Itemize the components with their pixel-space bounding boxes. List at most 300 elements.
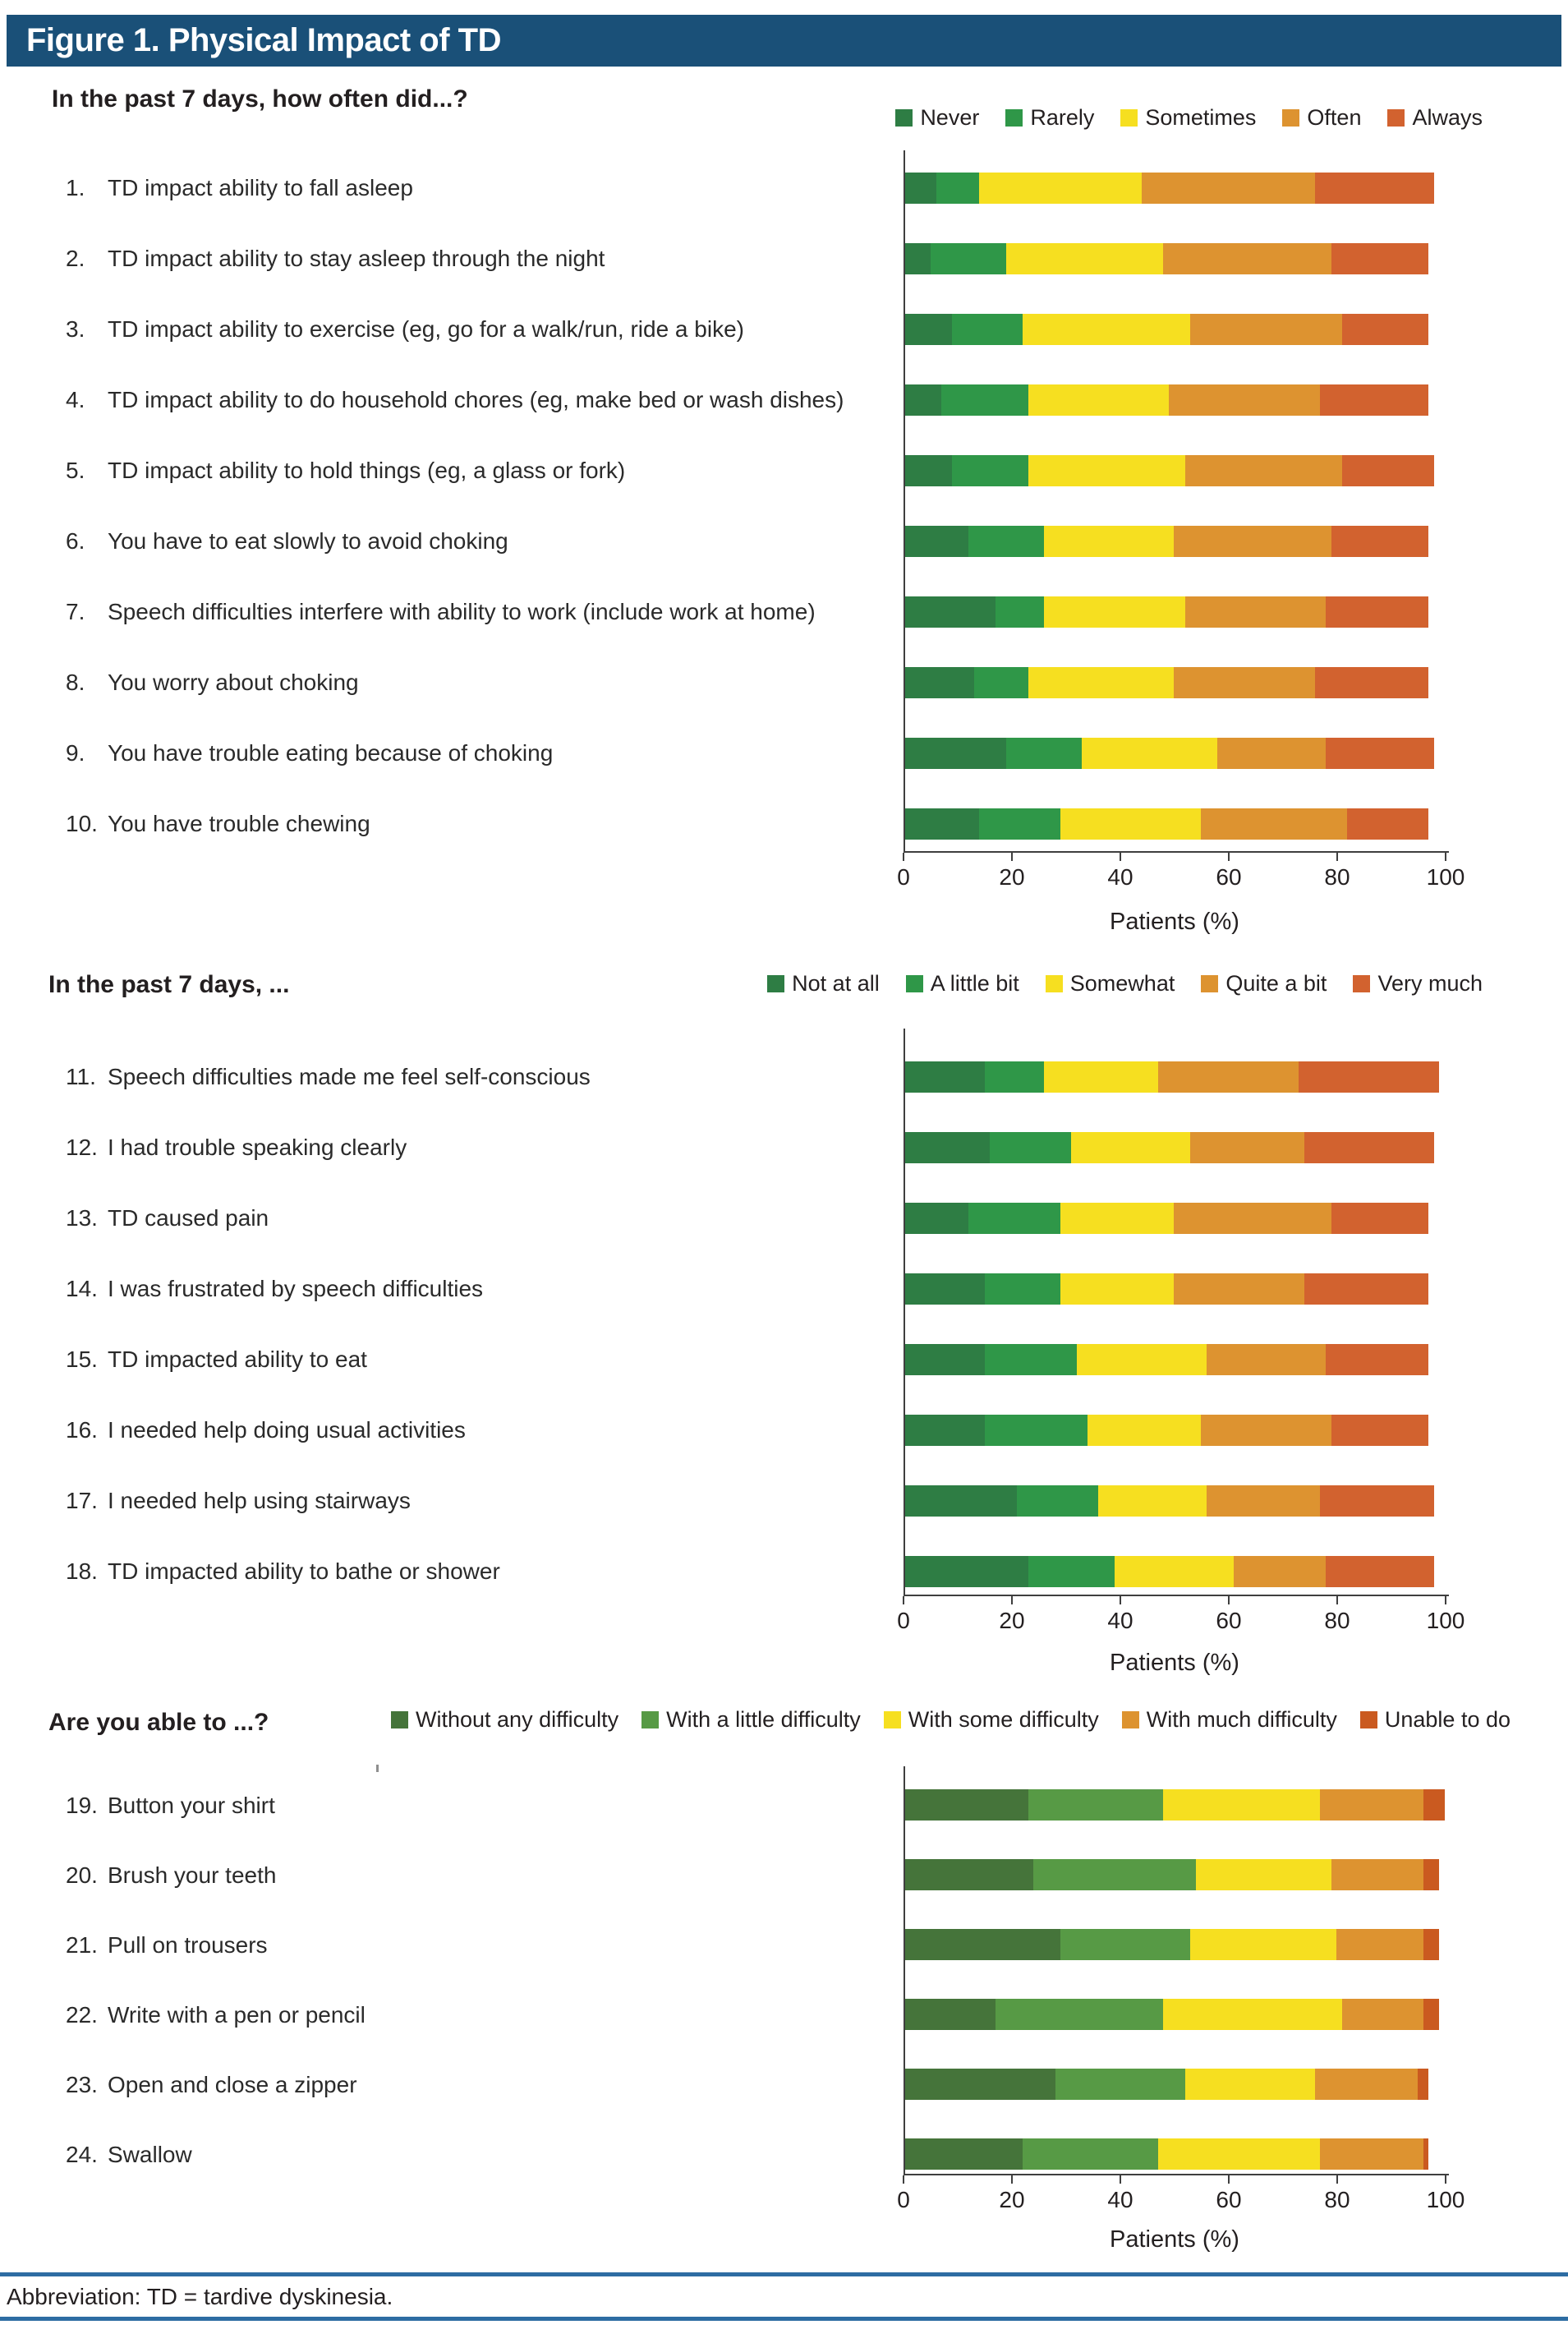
- chart-row: [0, 153, 1568, 223]
- bar-segment-with-a-little-difficulty: [996, 1999, 1163, 2030]
- bar-segment-with-a-little-difficulty: [1060, 1929, 1190, 1960]
- bar-segment-quite-a-bit: [1207, 1344, 1326, 1375]
- bar-track: [904, 2138, 1445, 2170]
- axis-tick: [1228, 2175, 1230, 2184]
- row-text: You have to eat slowly to avoid choking: [108, 528, 508, 554]
- bar-segment-quite-a-bit: [1234, 1556, 1326, 1587]
- bar-segment-with-some-difficulty: [1196, 1859, 1331, 1890]
- legend-item: [1122, 1707, 1337, 1733]
- row-label: [0, 365, 904, 435]
- x-axis-title: Patients (%): [1110, 2226, 1239, 2253]
- x-axis-title: Patients (%): [1110, 909, 1239, 935]
- bar-segment-a-little-bit: [985, 1061, 1044, 1093]
- bar-segment-always: [1342, 314, 1428, 345]
- bar-segment-often: [1217, 738, 1326, 769]
- chart-row: [0, 1466, 1568, 1536]
- legend-swatch-icon: [1282, 109, 1299, 127]
- row-text: Brush your teeth: [108, 1862, 277, 1888]
- bar-segment-never: [904, 667, 974, 698]
- legend-label: Rarely: [1030, 105, 1095, 130]
- axis-tick-label: 40: [1107, 2187, 1133, 2212]
- bar-segment-very-much: [1331, 1203, 1429, 1234]
- legend-label: Sometimes: [1145, 105, 1257, 130]
- bar-track: [904, 596, 1445, 628]
- axis-tick: [1011, 853, 1013, 861]
- bar-segment-rarely: [979, 808, 1060, 840]
- legend-swatch-icon: [391, 1711, 408, 1728]
- chart-row: [0, 294, 1568, 365]
- row-label: [0, 2050, 904, 2120]
- bar-track: [904, 526, 1445, 557]
- bar-segment-with-some-difficulty: [1163, 1789, 1320, 1821]
- bar-segment-with-some-difficulty: [1163, 1999, 1341, 2030]
- bar-segment-without-any-difficulty: [904, 2138, 1023, 2170]
- bar-segment-never: [904, 738, 1006, 769]
- bar-segment-often: [1174, 526, 1331, 557]
- bar-segment-never: [904, 526, 968, 557]
- bar-segment-very-much: [1304, 1273, 1429, 1305]
- legend-item: [906, 971, 1019, 997]
- chart-row: [0, 789, 1568, 859]
- bar-segment-not-at-all: [904, 1203, 968, 1234]
- row-number: 23.: [66, 2071, 98, 2097]
- bar-segment-a-little-bit: [985, 1415, 1087, 1446]
- row-label: [0, 294, 904, 365]
- bar-segment-always: [1315, 667, 1428, 698]
- row-number: 3.: [66, 316, 85, 342]
- bar-segment-unable-to-do: [1423, 1929, 1440, 1960]
- row-text: TD impact ability to fall asleep: [108, 175, 413, 200]
- row-text: Speech difficulties made me feel self-conscious: [108, 1064, 591, 1089]
- bar-segment-rarely: [974, 667, 1028, 698]
- axis-tick-label: 100: [1426, 2187, 1465, 2212]
- bar-track: [904, 384, 1445, 416]
- bar-segment-sometimes: [1082, 738, 1217, 769]
- bar-segment-quite-a-bit: [1190, 1132, 1304, 1163]
- legend-swatch-icon: [1360, 1711, 1377, 1728]
- chart-row: [0, 1112, 1568, 1183]
- bar-segment-sometimes: [1028, 455, 1185, 486]
- legend-swatch-icon: [1120, 109, 1138, 127]
- bar-segment-sometimes: [1044, 526, 1174, 557]
- axis-tick: [1336, 1596, 1338, 1604]
- bar-segment-somewhat: [1044, 1061, 1157, 1093]
- axis-tick-label: 80: [1324, 1608, 1350, 1633]
- bar-track: [904, 314, 1445, 345]
- axis-tick-label: 60: [1216, 1608, 1242, 1633]
- bar-segment-not-at-all: [904, 1273, 985, 1305]
- bar-segment-always: [1326, 596, 1428, 628]
- row-text: I needed help using stairways: [108, 1488, 411, 1513]
- chart-row: [0, 365, 1568, 435]
- row-label: [0, 506, 904, 577]
- axis-tick: [1120, 2175, 1121, 2184]
- legend-item: [1201, 971, 1327, 997]
- row-label: [0, 1395, 904, 1466]
- bar-track: [904, 173, 1445, 204]
- row-label: [0, 153, 904, 223]
- bar-segment-rarely: [936, 173, 980, 204]
- chart-legend: [391, 1707, 1511, 1733]
- row-number: 10.: [66, 811, 98, 836]
- bar-segment-quite-a-bit: [1207, 1485, 1320, 1517]
- legend-swatch-icon: [895, 109, 913, 127]
- axis-tick: [903, 1596, 904, 1604]
- bar-segment-a-little-bit: [1028, 1556, 1115, 1587]
- figure-title: Figure 1. Physical Impact of TD: [26, 22, 501, 58]
- y-axis-line: [904, 1029, 905, 1596]
- row-number: 8.: [66, 670, 85, 695]
- row-number: 15.: [66, 1346, 98, 1372]
- legend-item: [895, 105, 979, 131]
- bar-segment-often: [1163, 243, 1331, 274]
- bar-segment-a-little-bit: [968, 1203, 1060, 1234]
- chart-row: [0, 647, 1568, 718]
- axis-tick: [1445, 1596, 1446, 1604]
- bar-segment-always: [1347, 808, 1428, 840]
- bar-track: [904, 1789, 1445, 1821]
- bar-segment-somewhat: [1060, 1273, 1174, 1305]
- chart-row: [0, 1770, 1568, 1840]
- stray-print-mark: [376, 1765, 379, 1772]
- chart-row: [0, 718, 1568, 789]
- bar-segment-a-little-bit: [985, 1273, 1060, 1305]
- row-label: [0, 1254, 904, 1324]
- legend-item: [641, 1707, 861, 1733]
- row-label: [0, 647, 904, 718]
- row-text: TD impacted ability to bathe or shower: [108, 1558, 500, 1584]
- bar-segment-very-much: [1326, 1556, 1434, 1587]
- row-number: 5.: [66, 458, 85, 483]
- row-number: 20.: [66, 1862, 98, 1888]
- row-label: [0, 1536, 904, 1607]
- bar-segment-a-little-bit: [990, 1132, 1071, 1163]
- bar-track: [904, 1415, 1445, 1446]
- x-axis-tick-labels: [897, 864, 1465, 892]
- row-number: 19.: [66, 1792, 98, 1818]
- row-number: 16.: [66, 1417, 98, 1443]
- legend-label: Quite a bit: [1225, 971, 1327, 996]
- row-number: 7.: [66, 599, 85, 624]
- section-question: In the past 7 days, ...: [48, 971, 290, 998]
- row-label: [0, 1042, 904, 1112]
- y-axis-line: [904, 150, 905, 853]
- bar-segment-never: [904, 243, 931, 274]
- bar-track: [904, 1556, 1445, 1587]
- row-text: TD impact ability to exercise (eg, go for a walk/run, ride a bike): [108, 316, 744, 342]
- bar-segment-always: [1315, 173, 1434, 204]
- row-number: 2.: [66, 246, 85, 271]
- abbreviation-note: Abbreviation: TD = tardive dyskinesia.: [7, 2284, 393, 2309]
- legend-label: Not at all: [792, 971, 880, 996]
- bar-track: [904, 667, 1445, 698]
- legend-label: With some difficulty: [908, 1707, 1099, 1732]
- bar-segment-without-any-difficulty: [904, 2069, 1055, 2100]
- bar-segment-very-much: [1326, 1344, 1428, 1375]
- bar-track: [904, 1929, 1445, 1960]
- bar-segment-very-much: [1304, 1132, 1434, 1163]
- row-label: [0, 1466, 904, 1536]
- row-label: [0, 2120, 904, 2189]
- bar-track: [904, 1999, 1445, 2030]
- axis-tick: [1011, 1596, 1013, 1604]
- chart-rows: [0, 153, 1568, 859]
- bar-segment-with-a-little-difficulty: [1028, 1789, 1164, 1821]
- bar-segment-without-any-difficulty: [904, 1929, 1060, 1960]
- row-number: 6.: [66, 528, 85, 554]
- legend-label: Always: [1412, 105, 1483, 130]
- row-label: [0, 1980, 904, 2050]
- axis-tick: [903, 853, 904, 861]
- row-text: I was frustrated by speech difficulties: [108, 1276, 484, 1301]
- legend-item: [1282, 105, 1361, 131]
- footer-rule-bottom: [0, 2317, 1568, 2321]
- legend-swatch-icon: [1353, 975, 1370, 992]
- chart-legend: [895, 105, 1483, 131]
- bar-segment-with-some-difficulty: [1190, 1929, 1336, 1960]
- axis-tick-label: 80: [1324, 864, 1350, 890]
- bar-segment-with-much-difficulty: [1320, 2138, 1423, 2170]
- bar-segment-somewhat: [1098, 1485, 1207, 1517]
- bar-segment-never: [904, 384, 941, 416]
- bar-segment-rarely: [968, 526, 1044, 557]
- legend-label: Somewhat: [1069, 971, 1175, 996]
- row-text: Write with a pen or pencil: [108, 2001, 366, 2028]
- bar-segment-sometimes: [979, 173, 1142, 204]
- bar-segment-never: [904, 314, 952, 345]
- bar-segment-always: [1331, 243, 1429, 274]
- row-label: [0, 577, 904, 647]
- row-text: I had trouble speaking clearly: [108, 1135, 407, 1160]
- axis-tick: [1445, 2175, 1446, 2184]
- bar-segment-with-some-difficulty: [1158, 2138, 1321, 2170]
- row-number: 13.: [66, 1205, 98, 1231]
- axis-tick-label: 80: [1324, 2187, 1350, 2212]
- bar-segment-with-much-difficulty: [1331, 1859, 1423, 1890]
- row-number: 14.: [66, 1276, 98, 1301]
- axis-tick-label: 100: [1426, 864, 1465, 890]
- bar-segment-often: [1174, 667, 1314, 698]
- row-number: 21.: [66, 1931, 98, 1958]
- bar-segment-quite-a-bit: [1174, 1203, 1331, 1234]
- chart-row: [0, 1395, 1568, 1466]
- row-label: [0, 1324, 904, 1395]
- row-text: You worry about choking: [108, 670, 359, 695]
- bar-segment-sometimes: [1028, 667, 1175, 698]
- axis-tick-label: 0: [897, 1608, 910, 1633]
- bar-segment-somewhat: [1115, 1556, 1234, 1587]
- bar-segment-with-much-difficulty: [1320, 1789, 1423, 1821]
- legend-item: [1360, 1707, 1511, 1733]
- bar-segment-rarely: [1006, 738, 1082, 769]
- bar-segment-somewhat: [1077, 1344, 1207, 1375]
- axis-tick-label: 60: [1216, 2187, 1242, 2212]
- legend-swatch-icon: [1005, 109, 1023, 127]
- bar-segment-quite-a-bit: [1158, 1061, 1299, 1093]
- row-label: [0, 1112, 904, 1183]
- row-number: 17.: [66, 1488, 98, 1513]
- legend-label: With a little difficulty: [666, 1707, 861, 1732]
- axis-tick-label: 20: [999, 1608, 1025, 1633]
- bar-segment-without-any-difficulty: [904, 1999, 996, 2030]
- axis-tick: [1445, 853, 1446, 861]
- axis-tick-label: 0: [897, 2187, 910, 2212]
- legend-item: [767, 971, 880, 997]
- bar-segment-sometimes: [1060, 808, 1201, 840]
- x-axis-tick-labels: [897, 2187, 1465, 2215]
- legend-item: [391, 1707, 618, 1733]
- bar-segment-always: [1326, 738, 1434, 769]
- bar-segment-somewhat: [1071, 1132, 1190, 1163]
- legend-swatch-icon: [1201, 975, 1218, 992]
- row-text: Pull on trousers: [108, 1931, 268, 1958]
- bar-segment-with-much-difficulty: [1342, 1999, 1423, 2030]
- axis-tick: [1228, 853, 1230, 861]
- bar-segment-without-any-difficulty: [904, 1859, 1033, 1890]
- bar-track: [904, 1344, 1445, 1375]
- bar-segment-with-a-little-difficulty: [1023, 2138, 1158, 2170]
- legend-label: A little bit: [930, 971, 1019, 996]
- chart-rows: [0, 1042, 1568, 1607]
- row-number: 12.: [66, 1135, 98, 1160]
- bar-segment-with-a-little-difficulty: [1055, 2069, 1185, 2100]
- legend-swatch-icon: [1046, 975, 1063, 992]
- x-axis-tick-labels: [897, 1608, 1465, 1636]
- row-label: [0, 1770, 904, 1840]
- row-label: [0, 718, 904, 789]
- row-text: TD impact ability to stay asleep through the night: [108, 246, 605, 271]
- axis-tick-label: 60: [1216, 864, 1242, 890]
- bar-segment-not-at-all: [904, 1556, 1028, 1587]
- x-axis-line: [904, 1595, 1449, 1606]
- chart-row: [0, 1183, 1568, 1254]
- axis-tick: [1336, 2175, 1338, 2184]
- axis-tick-label: 40: [1107, 864, 1133, 890]
- bar-segment-never: [904, 808, 979, 840]
- bar-segment-rarely: [931, 243, 1006, 274]
- bar-segment-sometimes: [1044, 596, 1184, 628]
- bar-segment-rarely: [952, 314, 1023, 345]
- row-text: TD impacted ability to eat: [108, 1346, 367, 1372]
- bar-segment-rarely: [941, 384, 1028, 416]
- legend-swatch-icon: [906, 975, 923, 992]
- bar-track: [904, 1273, 1445, 1305]
- bar-segment-a-little-bit: [1017, 1485, 1098, 1517]
- chart-row: [0, 577, 1568, 647]
- bar-segment-a-little-bit: [985, 1344, 1077, 1375]
- chart-row: [0, 2050, 1568, 2120]
- bar-segment-with-a-little-difficulty: [1033, 1859, 1196, 1890]
- bar-segment-not-at-all: [904, 1344, 985, 1375]
- bar-segment-very-much: [1320, 1485, 1433, 1517]
- axis-tick-label: 20: [999, 2187, 1025, 2212]
- chart-row: [0, 435, 1568, 506]
- bar-segment-not-at-all: [904, 1132, 990, 1163]
- bar-segment-often: [1169, 384, 1321, 416]
- bar-segment-not-at-all: [904, 1061, 985, 1093]
- row-text: TD impact ability to hold things (eg, a glass or fork): [108, 458, 626, 483]
- legend-swatch-icon: [1387, 109, 1405, 127]
- row-number: 18.: [66, 1558, 98, 1584]
- row-label: [0, 1183, 904, 1254]
- bar-track: [904, 455, 1445, 486]
- row-number: 11.: [66, 1064, 96, 1089]
- row-text: Button your shirt: [108, 1792, 275, 1818]
- bar-segment-sometimes: [1028, 384, 1169, 416]
- axis-tick: [1011, 2175, 1013, 2184]
- axis-tick: [1120, 853, 1121, 861]
- row-number: 9.: [66, 740, 85, 766]
- chart-legend: [767, 971, 1483, 997]
- row-label: [0, 223, 904, 294]
- bar-segment-always: [1320, 384, 1428, 416]
- bar-segment-with-much-difficulty: [1315, 2069, 1418, 2100]
- bar-segment-never: [904, 455, 952, 486]
- chart-row: [0, 1254, 1568, 1324]
- chart-rows: [0, 1770, 1568, 2189]
- legend-label: Without any difficulty: [416, 1707, 619, 1732]
- chart-row: [0, 506, 1568, 577]
- bar-segment-unable-to-do: [1423, 2138, 1429, 2170]
- bar-segment-sometimes: [1006, 243, 1163, 274]
- chart-row: [0, 1980, 1568, 2050]
- bar-segment-without-any-difficulty: [904, 1789, 1028, 1821]
- legend-swatch-icon: [767, 975, 784, 992]
- row-number: 22.: [66, 2001, 98, 2028]
- chart-row: [0, 1042, 1568, 1112]
- chart-row: [0, 1324, 1568, 1395]
- bar-segment-somewhat: [1087, 1415, 1201, 1446]
- bar-segment-often: [1190, 314, 1342, 345]
- row-number: 24.: [66, 2141, 98, 2167]
- bar-segment-always: [1331, 526, 1429, 557]
- legend-label: Unable to do: [1384, 1707, 1511, 1732]
- bar-segment-with-much-difficulty: [1336, 1929, 1423, 1960]
- row-label: [0, 435, 904, 506]
- row-text: You have trouble eating because of choking: [108, 740, 554, 766]
- bar-track: [904, 1859, 1445, 1890]
- legend-label: Often: [1307, 105, 1362, 130]
- bar-track: [904, 1132, 1445, 1163]
- footer-rule-top: [0, 2272, 1568, 2276]
- legend-item: [1120, 105, 1256, 131]
- bar-track: [904, 1485, 1445, 1517]
- row-label: [0, 1840, 904, 1910]
- bar-segment-not-at-all: [904, 1485, 1017, 1517]
- axis-tick: [1336, 853, 1338, 861]
- bar-segment-very-much: [1299, 1061, 1439, 1093]
- legend-label: Very much: [1377, 971, 1483, 996]
- row-number: 1.: [66, 175, 85, 200]
- chart-row: [0, 1840, 1568, 1910]
- bar-segment-unable-to-do: [1418, 2069, 1428, 2100]
- bar-segment-often: [1185, 596, 1326, 628]
- bar-segment-sometimes: [1023, 314, 1190, 345]
- legend-item: [1387, 105, 1483, 131]
- legend-label: With much difficulty: [1146, 1707, 1337, 1732]
- bar-track: [904, 738, 1445, 769]
- row-text: Speech difficulties interfere with ability to work (include work at home): [108, 599, 816, 624]
- bar-segment-not-at-all: [904, 1415, 985, 1446]
- legend-item: [1005, 105, 1094, 131]
- bar-segment-unable-to-do: [1423, 1859, 1440, 1890]
- bar-segment-never: [904, 173, 936, 204]
- bar-segment-quite-a-bit: [1174, 1273, 1304, 1305]
- chart-row: [0, 1910, 1568, 1980]
- axis-tick-label: 40: [1107, 1608, 1133, 1633]
- axis-tick-label: 100: [1426, 1608, 1465, 1633]
- bar-segment-always: [1342, 455, 1434, 486]
